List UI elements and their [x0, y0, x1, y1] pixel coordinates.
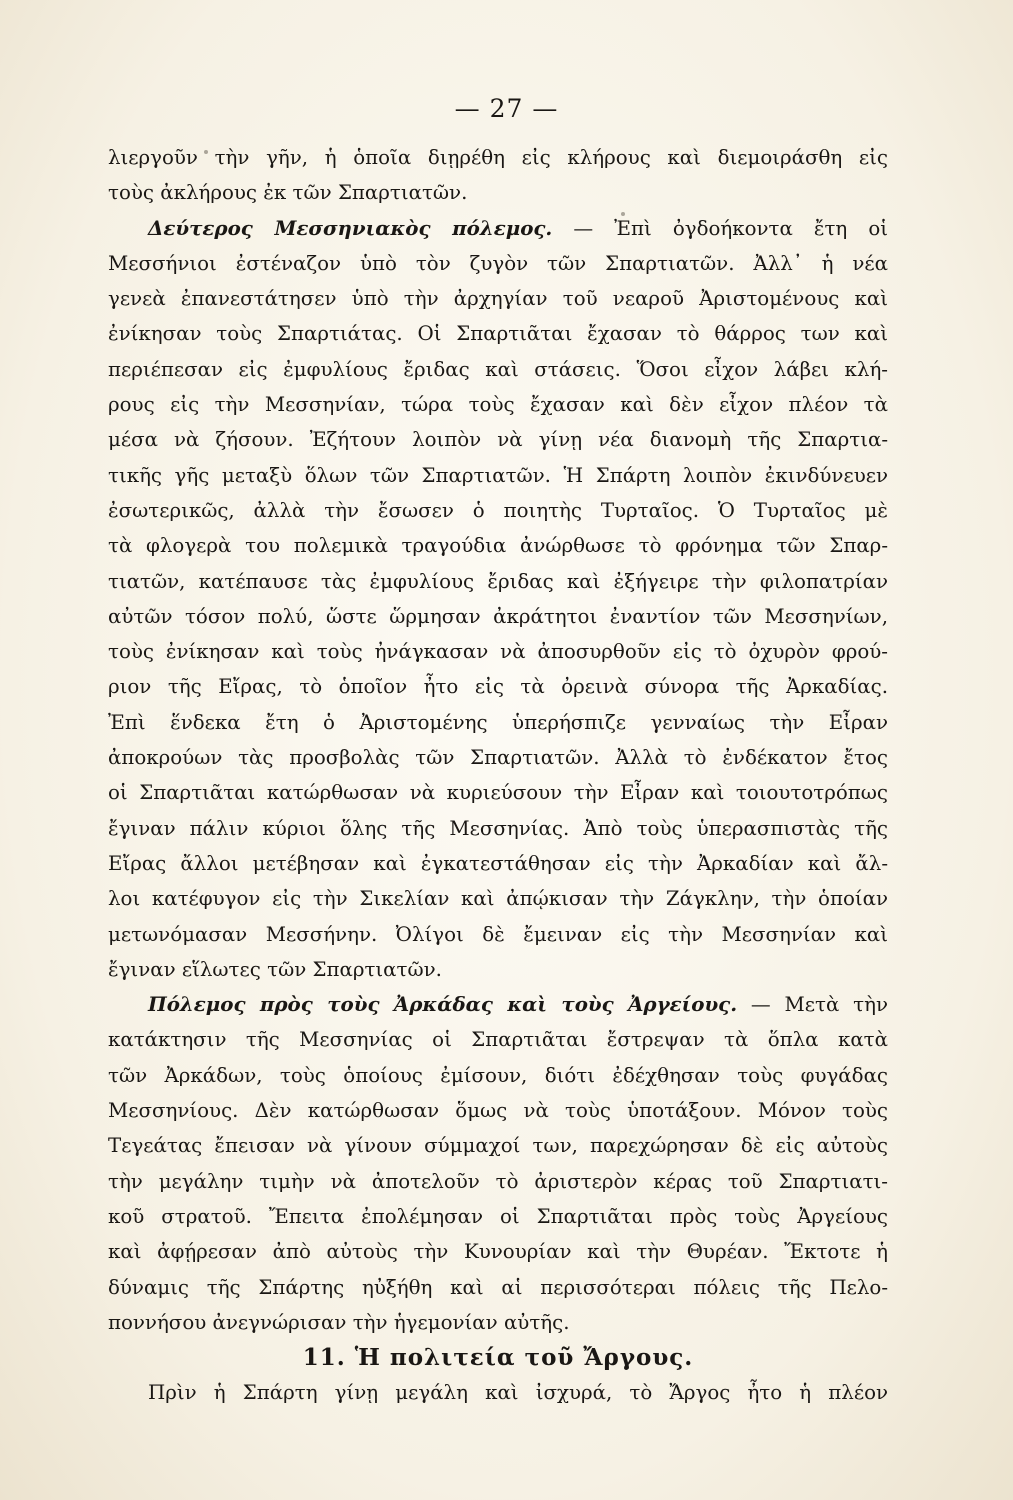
text-line: λοι κατέφυγον εἰς τὴν Σικελίαν καὶ ἀπῴκισαν τὴν Ζάγκλην, τὴν ὁποίαν: [108, 887, 888, 911]
text-line: κατάκτησιν τῆς Μεσσηνίας οἱ Σπαρτιᾶται ἔστρεψαν τὰ ὅπλα κατὰ: [108, 1028, 888, 1052]
text-line: αὐτῶν τόσον πολύ, ὥστε ὥρμησαν ἀκράτητοι ἐναντίον τῶν Μεσσηνίων,: [108, 604, 888, 628]
text-line: ἀποκρούων τὰς προσβολὰς τῶν Σπαρτιατῶν. Ἀλλὰ τὸ ἐνδέκατον ἔτος: [108, 746, 888, 770]
text-line: τὴν μεγάλην τιμὴν νὰ ἀποτελοῦν τὸ ἀριστερὸν κέρας τοῦ Σπαρτιατι-: [108, 1169, 888, 1193]
text-line: τικῆς γῆς μεταξὺ ὅλων τῶν Σπαρτιατῶν. Ἡ Σπάρτη λοιπὸν ἐκινδύνευεν: [108, 463, 888, 487]
text-line: μέσα νὰ ζήσουν. Ἐζήτουν λοιπὸν νὰ γίνῃ νέα διανομὴ τῆς Σπαρτια-: [108, 428, 888, 452]
text-line: ἔγιναν εἵλωτες τῶν Σπαρτιατῶν.: [108, 957, 442, 981]
text-line: οἱ Σπαρτιᾶται κατώρθωσαν νὰ κυριεύσουν τὴν Εἶραν καὶ τοιουτοτρόπως: [108, 781, 888, 805]
text-line: ποννήσου ἀνεγνώρισαν τὴν ἡγεμονίαν αὐτῆς.: [108, 1310, 570, 1334]
text-line: ριον τῆς Εἴρας, τὸ ὁποῖον ἦτο εἰς τὰ ὀρεινὰ σύνορα τῆς Ἀρκαδίας.: [108, 675, 888, 699]
text-line: τὰ φλογερὰ του πολεμικὰ τραγούδια ἀνώρθωσε τὸ φρόνημα τῶν Σπαρ-: [108, 534, 888, 558]
text-line: λιεργοῦν τὴν γῆν, ἡ ὁποῖα διῃρέθη εἰς κλήρους καὶ διεμοιράσθη εἰς: [108, 146, 888, 169]
text-line: Μεσσήνιοι ἐστέναζον ὑπὸ τὸν ζυγὸν τῶν Σπαρτιατῶν. Ἀλλ᾿ ἡ νέα: [108, 251, 888, 275]
text-line: ἐσωτερικῶς, ἀλλὰ τὴν ἔσωσεν ὁ ποιητὴς Τυρταῖος. Ὁ Τυρταῖος μὲ: [108, 498, 888, 522]
subheading: Δεύτερος Μεσσηνιακὸς πόλεμος.: [148, 215, 553, 240]
text-line: Τεγεάτας ἔπεισαν νὰ γίνουν σύμμαχοί των, παρεχώρησαν δὲ εἰς αὐτοὺς: [108, 1134, 888, 1158]
text-line: τιατῶν, κατέπαυσε τὰς ἐμφυλίους ἔριδας καὶ ἐξήγειρε τὴν φιλοπατρίαν: [108, 569, 888, 593]
section-heading-line: [108, 1340, 888, 1375]
text-line: Πρὶν ἡ Σπάρτη γίνῃ μεγάλη καὶ ἰσχυρά, τὸ Ἄργος ἦτο ἡ πλέον: [148, 1381, 888, 1405]
text-line: τοὺς ἀκλήρους ἐκ τῶν Σπαρτιατῶν.: [108, 181, 468, 205]
body-text: [108, 140, 888, 1411]
text-line: Ἐπὶ ἕνδεκα ἔτη ὁ Ἀριστομένης ὑπερήσπιζε γενναίως τὴν Εἶραν: [108, 710, 888, 734]
text-line: ρους εἰς τὴν Μεσσηνίαν, τώρα τοὺς ἔχασαν καὶ δὲν εἶχον πλέον τὰ: [108, 393, 888, 417]
text-line: ἔγιναν πάλιν κύριοι ὅλης τῆς Μεσσηνίας. Ἀπὸ τοὺς ὑπερασπιστὰς τῆς: [108, 816, 888, 840]
subheading-line: Δεύτερος Μεσσηνιακὸς πόλεμος. — Ἐπὶ ὀγδοήκοντα ἔτη οἱ: [148, 215, 888, 240]
text-line: δύναμις τῆς Σπάρτης ηὐξήθη καὶ αἱ περισσότεραι πόλεις τῆς Πελο-: [108, 1275, 888, 1299]
text-line: γενεὰ ἐπανεστάτησεν ὑπὸ τὴν ἀρχηγίαν τοῦ νεαροῦ Ἀριστομένους καὶ: [108, 287, 888, 311]
text-line: Μεσσηνίους. Δὲν κατώρθωσαν ὅμως νὰ τοὺς ὑποτάξουν. Μόνον τοὺς: [108, 1099, 888, 1123]
subheading-line: Πόλεμος πρὸς τοὺς Ἀρκάδας καὶ τοὺς Ἀργείους. — Μετὰ τὴν: [148, 992, 888, 1017]
text-line: περιέπεσαν εἰς ἐμφυλίους ἔριδας καὶ στάσεις. Ὅσοι εἶχον λάβει κλή-: [108, 357, 888, 381]
text-line: Εἴρας ἄλλοι μετέβησαν καὶ ἐγκατεστάθησαν εἰς τὴν Ἀρκαδίαν καὶ ἄλ-: [108, 851, 888, 875]
section-heading: 11. Ἡ πολιτεία τοῦ Ἄργους.: [302, 1344, 694, 1372]
text-line: τοὺς ἐνίκησαν καὶ τοὺς ἠνάγκασαν νὰ ἀποσυρθοῦν εἰς τὸ ὀχυρὸν φρού-: [108, 640, 888, 664]
subheading: Πόλεμος πρὸς τοὺς Ἀρκάδας καὶ τοὺς Ἀργείους.: [148, 992, 738, 1017]
text-line: τῶν Ἀρκάδων, τοὺς ὁποίους ἐμίσουν, διότι ἐδέχθησαν τοὺς φυγάδας: [108, 1063, 888, 1087]
text-line: μετωνόμασαν Μεσσήνην. Ὀλίγοι δὲ ἔμειναν εἰς τὴν Μεσσηνίαν καὶ: [108, 922, 888, 946]
text-line: κοῦ στρατοῦ. Ἔπειτα ἐπολέμησαν οἱ Σπαρτιᾶται πρὸς τοὺς Ἀργείους: [108, 1204, 888, 1228]
text-line: καὶ ἀφῄρεσαν ἀπὸ αὐτοὺς τὴν Κυνουρίαν καὶ τὴν Θυρέαν. Ἔκτοτε ἡ: [108, 1240, 888, 1264]
page-number: — 27 —: [454, 94, 559, 123]
text-line: ἐνίκησαν τοὺς Σπαρτιάτας. Οἱ Σπαρτιᾶται ἔχασαν τὸ θάρρος των καὶ: [108, 322, 888, 346]
